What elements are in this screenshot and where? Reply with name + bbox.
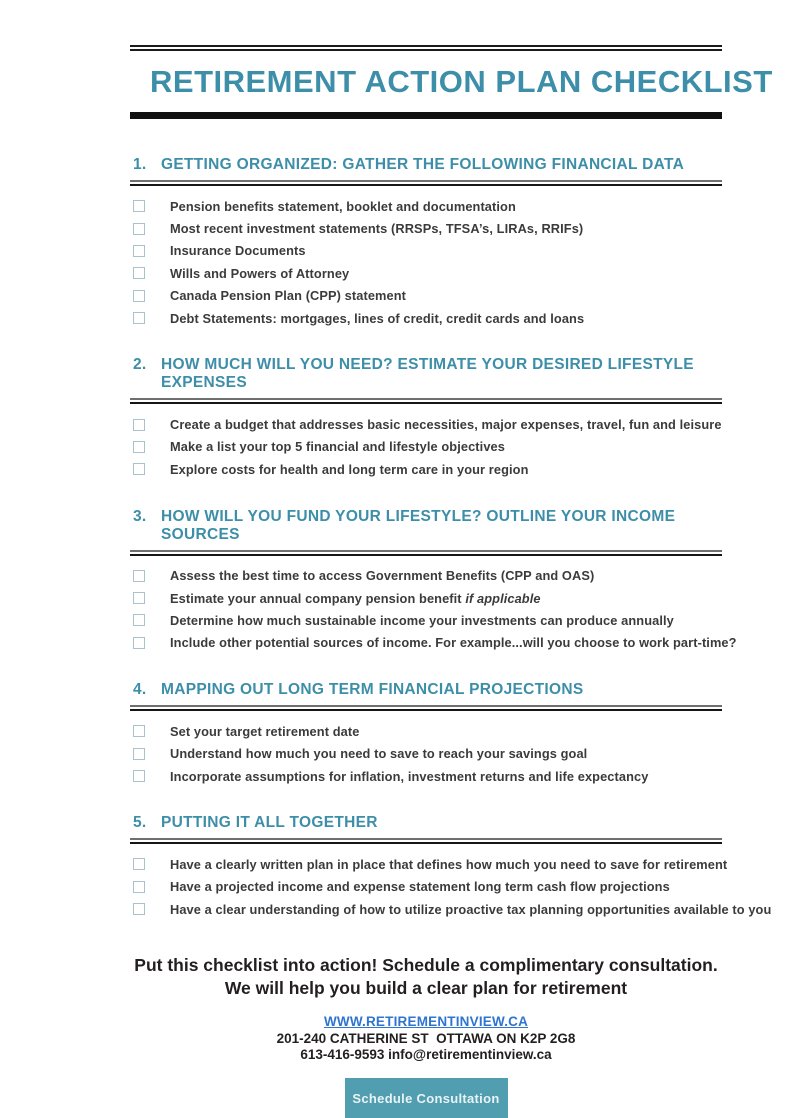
checklist-item-label: Create a budget that addresses basic necessities, major expenses, travel, fun and leisure: [170, 417, 722, 433]
checklist-item: [130, 195, 722, 217]
checkbox[interactable]: [133, 592, 145, 604]
section-underline: [130, 550, 722, 556]
document-page: [0, 45, 791, 1106]
section-items: [130, 565, 737, 655]
top-double-rule: [130, 45, 722, 51]
section-underline: [130, 705, 722, 711]
section-title: HOW MUCH WILL YOU NEED? ESTIMATE YOUR DESIRED LIFESTYLE EXPENSES: [161, 356, 694, 392]
section-items: [130, 853, 772, 920]
checklist-item-label: Insurance Documents: [170, 243, 306, 259]
section-heading: [130, 156, 722, 174]
checkbox[interactable]: [133, 570, 145, 582]
address-line: 201-240 CATHERINE ST OTTAWA ON K2P 2G8: [276, 1031, 576, 1047]
checklist-item: [130, 413, 722, 435]
cta-line-1: Put this checklist into action! Schedule a complimentary consultation.: [134, 955, 718, 976]
checklist-item-label: Determine how much sustainable income your investments can produce annually: [170, 612, 674, 628]
checklist-item: [130, 609, 722, 631]
checklist-item: [130, 285, 722, 307]
checklist-item-label: Incorporate assumptions for inflation, investment returns and life expectancy: [170, 768, 649, 784]
checklist-item: [130, 458, 722, 480]
checklist-item: [130, 436, 722, 458]
checklist-section-1: [130, 156, 722, 329]
checklist-item-label: Include other potential sources of income. For example...will you choose to work part-time?: [170, 635, 737, 651]
checkbox[interactable]: [133, 200, 145, 212]
button-row: [130, 1063, 722, 1118]
checkbox[interactable]: [133, 441, 145, 453]
checklist-item: [130, 307, 722, 329]
checklist-item: [130, 262, 722, 284]
section-number: 2.: [133, 356, 147, 374]
checklist-item: [130, 217, 722, 239]
title-thick-rule: [130, 112, 722, 119]
checklist-item: [130, 742, 722, 764]
checklist-item-label: Set your target retirement date: [170, 723, 360, 739]
checklist-item: [130, 898, 772, 920]
checkbox[interactable]: [133, 419, 145, 431]
checkbox[interactable]: [133, 637, 145, 649]
checklist-item-label: Have a projected income and expense statement long term cash flow projections: [170, 879, 670, 895]
page-title: RETIREMENT ACTION PLAN CHECKLIST: [150, 64, 773, 99]
checklist-item: [130, 240, 722, 262]
section-title: GETTING ORGANIZED: GATHER THE FOLLOWING FINANCIAL DATA: [161, 156, 685, 173]
checkbox[interactable]: [133, 614, 145, 626]
section-heading: [130, 814, 722, 832]
section-title: MAPPING OUT LONG TERM FINANCIAL PROJECTIONS: [161, 681, 584, 699]
checklist-item-label: Canada Pension Plan (CPP) statement: [170, 288, 407, 304]
checkbox[interactable]: [133, 770, 145, 782]
checkbox[interactable]: [133, 245, 145, 257]
checkbox[interactable]: [133, 881, 145, 893]
section-number: 1.: [133, 156, 147, 173]
checklist-sections: [130, 156, 772, 920]
schedule-consultation-button[interactable]: Schedule Consultation: [345, 1078, 508, 1118]
section-heading: [130, 508, 722, 544]
phone-email-line: 613-416-9593 info@retirementinview.ca: [300, 1047, 552, 1063]
website-link[interactable]: WWW.RETIREMENTINVIEW.CA: [323, 1014, 529, 1030]
checklist-item-label: Make a list your top 5 financial and lifestyle objectives: [170, 439, 505, 455]
checkbox[interactable]: [133, 748, 145, 760]
checkbox[interactable]: [133, 903, 145, 915]
checklist-section-4: [130, 681, 722, 787]
checklist-section-3: [130, 507, 737, 655]
checklist-item-label: Explore costs for health and long term care in your region: [170, 461, 529, 477]
section-underline: [130, 398, 722, 404]
checklist-item-label: Estimate your annual company pension benefit if applicable: [170, 590, 541, 606]
section-number: 5.: [133, 814, 147, 832]
checkbox[interactable]: [133, 312, 145, 324]
checklist-item-label: Debt Statements: mortgages, lines of credit, credit cards and loans: [170, 310, 585, 326]
section-items: [130, 195, 722, 329]
checkbox[interactable]: [133, 463, 145, 475]
document-header: [130, 45, 773, 119]
checkbox[interactable]: [133, 725, 145, 737]
checkbox[interactable]: [133, 223, 145, 235]
document-footer: [130, 954, 722, 1118]
section-number: 3.: [133, 507, 147, 525]
checklist-item: [130, 853, 728, 875]
section-title: PUTTING IT ALL TOGETHER: [161, 814, 378, 832]
checklist-item-label: Have a clearly written plan in place that defines how much you need to save for retirement: [170, 856, 728, 872]
checklist-item-label: Wills and Powers of Attorney: [170, 265, 350, 281]
checklist-item: [130, 587, 722, 609]
checklist-item: [130, 765, 722, 787]
checklist-item: [130, 632, 737, 654]
checklist-item-label: Most recent investment statements (RRSPs, TFSA’s, LIRAs, RRIFs): [170, 221, 584, 237]
section-items: [130, 720, 722, 787]
section-heading: [130, 681, 722, 699]
section-underline: [130, 838, 722, 844]
checklist-item: [130, 565, 722, 587]
section-items: [130, 413, 722, 480]
checklist-section-2: [130, 356, 722, 480]
checklist-item-label: Understand how much you need to save to reach your savings goal: [170, 746, 588, 762]
checklist-item: [130, 720, 722, 742]
section-underline: [130, 180, 722, 186]
checklist-item-label: Pension benefits statement, booklet and documentation: [170, 198, 516, 214]
checkbox[interactable]: [133, 267, 145, 279]
checklist-item-label: Have a clear understanding of how to utilize proactive tax planning opportunities available to you: [170, 901, 772, 917]
checkbox[interactable]: [133, 858, 145, 870]
section-number: 4.: [133, 681, 147, 699]
section-heading: [130, 356, 722, 392]
section-title: HOW WILL YOU FUND YOUR LIFESTYLE? OUTLINE YOUR INCOME SOURCES: [161, 507, 676, 543]
checklist-section-5: [130, 814, 772, 920]
checklist-item-label: Assess the best time to access Government Benefits (CPP and OAS): [170, 568, 595, 584]
cta-line-2: We will help you build a clear plan for retirement: [224, 978, 628, 999]
checklist-item: [130, 876, 722, 898]
checkbox[interactable]: [133, 290, 145, 302]
